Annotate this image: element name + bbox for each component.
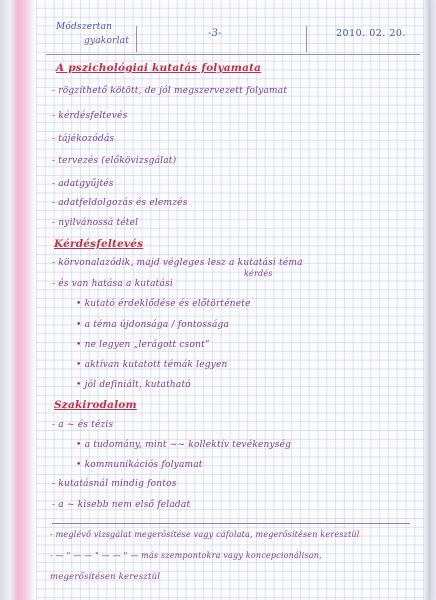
main-title: A pszichológiai kutatás folyamata — [56, 62, 262, 74]
header-divider-left — [136, 26, 137, 52]
page-edge — [424, 0, 430, 600]
separator-line — [52, 523, 410, 524]
header-subject-line1: Módszertan — [56, 22, 113, 32]
notebook-binding — [0, 0, 36, 600]
section2-line1: - a ~ és tézis — [52, 420, 114, 430]
section-title-kerdesfeltevés: Kérdésfeltevés — [54, 238, 144, 250]
section1-insert: kérdés — [244, 269, 273, 278]
header-rule — [46, 54, 420, 55]
header-subject-line2: gyakorlat — [84, 36, 130, 46]
header-divider-right — [306, 26, 307, 52]
section1-bullet: • ne legyen „lerágott csont” — [76, 340, 210, 350]
step-item: - adatfeldolgozás és elemzés — [52, 198, 188, 208]
step-item: - kérdésfeltevés — [52, 111, 128, 121]
section-title-szakirodalom: Szakirodalom — [54, 399, 137, 411]
section2-bullet: • a tudomány, mint ~~ kollektív tevékenység — [76, 440, 291, 450]
section1-bullet: • a téma újdonsága / fontossága — [76, 320, 229, 330]
header-page-number: -3- — [208, 28, 222, 39]
section1-line2: - és van hatása a kutatási — [52, 279, 173, 289]
section1-line1: - körvonalazódik, majd végleges lesz a kutatási téma — [52, 258, 303, 268]
step-item: - nyilvánossá tétel — [52, 218, 139, 228]
section1-bullet: • aktívan kutatott témák legyen — [76, 360, 228, 370]
footer-line: - meglévő vizsgálat megerősítése vagy cáfolata, megerősítésen keresztül — [50, 530, 360, 539]
footer-line: megerősítésen keresztül — [50, 572, 161, 582]
section2-line3: - a ~ kisebb nem első feladat — [52, 500, 191, 510]
notebook-page — [36, 0, 431, 600]
step-item: - tervezés (előkövizsgálat) — [52, 156, 177, 166]
section1-bullet: • kutató érdeklődése és előtörténete — [76, 299, 251, 309]
section1-bullet: • jól definiált, kutatható — [76, 380, 191, 390]
footer-line: - — " — — " — — " — más szempontokra vagy koncepcionálisan, — [50, 551, 322, 560]
step-item: - adatgyűjtés — [52, 179, 114, 189]
header-date: 2010. 02. 20. — [336, 28, 406, 39]
section2-bullet: • kommunikációs folyamat — [76, 460, 203, 470]
intro-line: - rögzíthető kötött, de jól megszervezett folyamat — [52, 86, 288, 96]
section2-line2: - kutatásnál mindig fontos — [52, 479, 177, 489]
step-item: - tájékozódás — [52, 134, 115, 144]
